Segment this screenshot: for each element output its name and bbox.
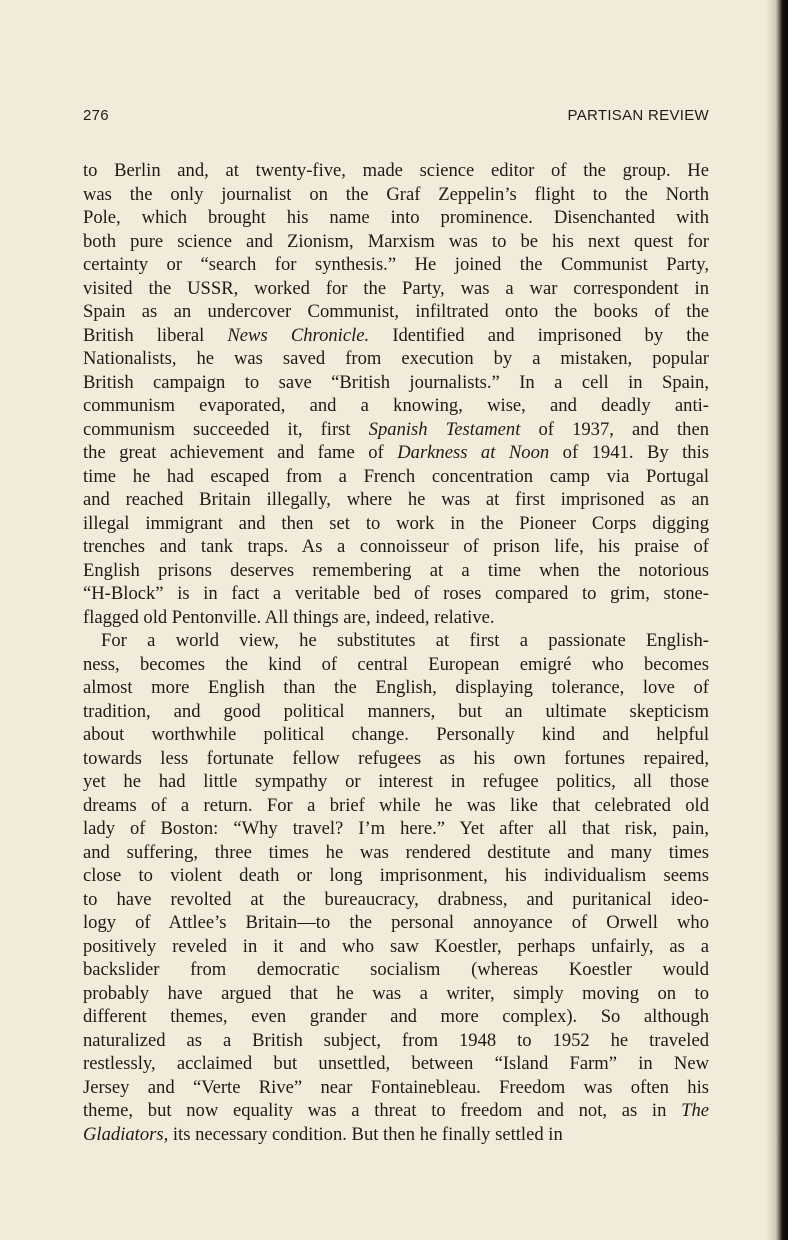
text-line: British campaign to save “British journalists.” In a cell in Spain, — [83, 371, 709, 393]
italic-title: Spanish Testament — [368, 418, 521, 440]
text-line: communism evaporated, and a knowing, wise, and deadly anti- — [83, 395, 709, 416]
italic-title: Darkness at Noon — [397, 442, 550, 463]
text-segment: communism succeeded it, first — [83, 418, 369, 440]
text-line — [83, 441, 709, 465]
text-line: For a world view, he substitutes at first a passionate English- — [101, 630, 709, 651]
text-line — [83, 418, 709, 442]
text-line: flagged old Pentonville. All things are, indeed, relative. — [83, 606, 495, 628]
text-line: tradition, and good political manners, but an ultimate skepticism — [83, 700, 709, 722]
text-line: trenches and tank traps. As a connoisseur of prison life, his praise of — [83, 536, 709, 557]
text-segment: of 1941. By this — [549, 442, 710, 463]
text-line: “H-Block” is in fact a veritable bed of roses compared to grim, stone- — [83, 583, 709, 604]
text-line: positively reveled in it and who saw Koestler, perhaps unfairly, as a — [83, 935, 709, 957]
text-line — [83, 1123, 709, 1147]
text-line: to Berlin and, at twenty-five, made science editor of the group. He — [83, 160, 709, 181]
text-line: probably have argued that he was a writer, simply moving on to — [83, 982, 709, 1004]
text-line: and suffering, three times he was rendered destitute and many times — [83, 841, 709, 863]
text-line: time he had escaped from a French concentration camp via Portugal — [83, 465, 709, 487]
text-line: logy of Attlee’s Britain—to the personal annoyance of Orwell who — [83, 912, 709, 933]
text-line — [83, 1099, 709, 1123]
text-line: lady of Boston: “Why travel? I’m here.” Yet after all that risk, pain, — [83, 818, 709, 839]
text-line: dreams of a return. For a brief while he was like that celebrated old — [83, 794, 709, 816]
text-line: Pole, which brought his name into prominence. Disenchanted with — [83, 207, 709, 228]
text-line — [83, 324, 709, 348]
text-line: naturalized as a British subject, from 1948 to 1952 he traveled — [83, 1029, 709, 1051]
text-line: about worthwhile political change. Personally kind and helpful — [83, 724, 709, 745]
page-number: 276 — [83, 107, 109, 124]
text-line: towards less fortunate fellow refugees as his own fortunes repaired, — [83, 747, 709, 769]
running-head — [83, 107, 709, 129]
text-segment: British liberal — [83, 324, 228, 346]
text-line: Jersey and “Verte Rive” near Fontainebleau. Freedom was often his — [83, 1076, 709, 1098]
text-line: to have revolted at the bureaucracy, drabness, and puritanical ideo- — [83, 888, 709, 910]
text-line: backslider from democratic socialism (whereas Koestler would — [83, 959, 709, 980]
text-line: and reached Britain illegally, where he was at first imprisoned as an — [83, 489, 709, 510]
text-line: different themes, even grander and more complex). So although — [83, 1006, 709, 1027]
text-line: illegal immigrant and then set to work in the Pioneer Corps digging — [83, 512, 709, 534]
text-line: Nationalists, he was saved from execution by a mistaken, popular — [83, 348, 709, 369]
italic-title: The — [681, 1100, 709, 1121]
text-line: English prisons deserves remembering at a time when the notorious — [83, 559, 709, 581]
text-line: visited the USSR, worked for the Party, was a war correspondent in — [83, 277, 709, 299]
text-line: yet he had little sympathy or interest in refugee politics, all those — [83, 771, 709, 792]
text-line: both pure science and Zionism, Marxism was to be his next quest for — [83, 230, 709, 252]
text-segment: of 1937, and then — [520, 418, 709, 440]
text-line: certainty or “search for synthesis.” He joined the Communist Party, — [83, 254, 709, 275]
text-line: restlessly, acclaimed but unsettled, between “Island Farm” in New — [83, 1053, 709, 1074]
text-line: was the only journalist on the Graf Zeppelin’s flight to the North — [83, 183, 709, 205]
text-line: Spain as an undercover Communist, infiltrated onto the books of the — [83, 301, 709, 322]
journal-title: PARTISAN REVIEW — [567, 107, 709, 124]
italic-title: News Chronicle. — [227, 324, 370, 346]
text-line: ness, becomes the kind of central European emigré who becomes — [83, 653, 709, 675]
text-segment: its necessary condition. But then he finally settled in — [168, 1123, 563, 1145]
italic-title: Gladiators, — [83, 1123, 169, 1145]
text-line: almost more English than the English, displaying tolerance, love of — [83, 677, 709, 698]
text-segment: theme, but now equality was a threat to freedom and not, as in — [83, 1100, 682, 1121]
text-segment: Identified and imprisoned by the — [369, 324, 709, 346]
text-segment: the great achievement and fame of — [83, 442, 398, 463]
body-text — [83, 159, 709, 1146]
page-edge-shadow — [766, 0, 788, 1240]
text-line: close to violent death or long imprisonment, his individualism seems — [83, 865, 709, 886]
